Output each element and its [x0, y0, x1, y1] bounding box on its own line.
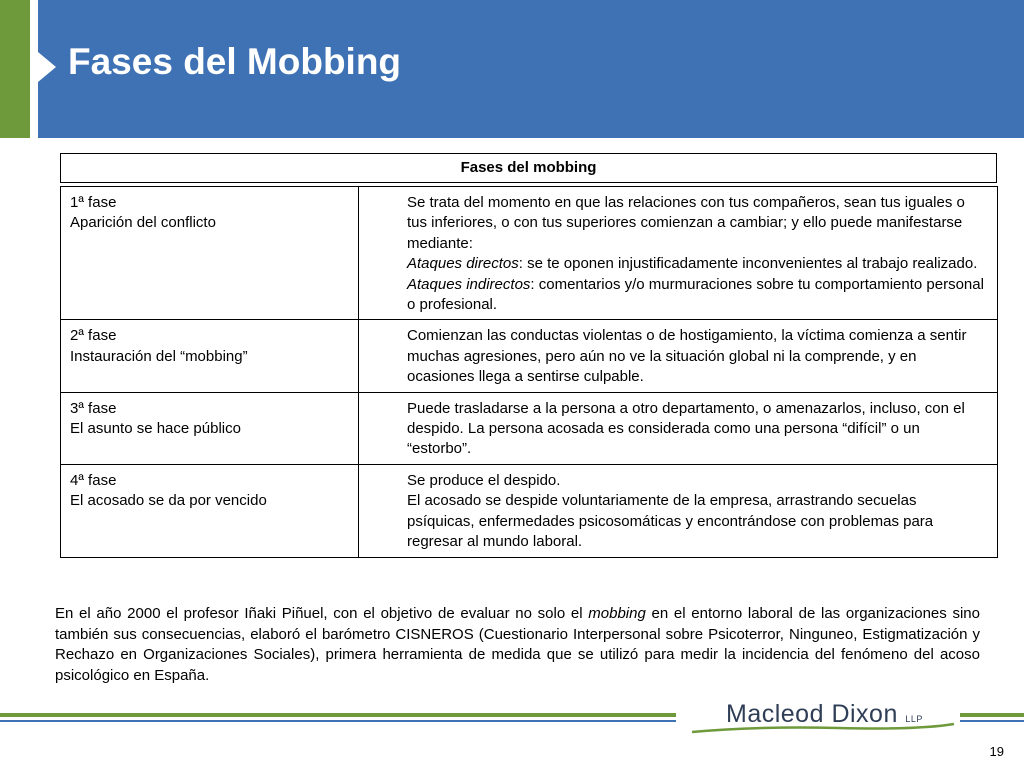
phase-name: El acosado se da por vencido: [70, 492, 267, 510]
note-emphasis: mobbing: [588, 605, 646, 622]
description-line: Se produce el despido.: [407, 471, 561, 489]
phase-number: 3ª fase: [70, 399, 117, 417]
description-cell: Puede trasladarse a la persona a otro departamento, o amenazarlos, incluso, con el despido. La persona acosada es considerada como una persona “difícil” o un “estorbo”.: [359, 392, 998, 464]
note-text-after: en el entorno laboral de las organizaciones sino también sus consecuencias, elaboró el barómetro CISNEROS (Cuestionario Interpersonal sobre Psicoterror, Ninguneo, Estigmatización y Rechazo en Organizaciones Sociales), primera herramienta de medida que se utilizó para medir la incidencia del fenómeno del acoso psicológico en España.: [55, 605, 980, 684]
header-green-bar: [0, 0, 30, 138]
table-row: [61, 464, 998, 557]
phase-name: Aparición del conflicto: [70, 214, 216, 232]
footer-rule-blue-right: [960, 720, 1024, 722]
footer-rule-blue: [0, 720, 676, 722]
phase-cell: [61, 187, 359, 320]
table-row: [61, 320, 998, 392]
logo-name: Macleod Dixon: [726, 700, 898, 728]
description-cell: [359, 464, 998, 557]
company-logo: [726, 700, 923, 729]
footnote-paragraph: [55, 604, 980, 686]
phase-cell: [61, 464, 359, 557]
description-line: El acosado se despide voluntariamente de la empresa, arrastrando secuelas psíquicas, enfermedades psicosomáticas y encontrándose con problemas para regresar al mundo laboral.: [407, 492, 934, 551]
phases-table: [60, 186, 998, 558]
phase-name: Instauración del “mobbing”: [70, 347, 248, 365]
footer-rule-green: [0, 713, 676, 717]
description-item: [407, 254, 987, 274]
term-indirect-attacks-text: : comentarios y/o murmuraciones sobre tu comportamiento personal o profesional.: [407, 275, 984, 314]
phase-name: El asunto se hace público: [70, 420, 241, 438]
page-number: 19: [989, 744, 1004, 759]
description-item: [407, 275, 987, 316]
phase-number: 1ª fase: [70, 194, 117, 211]
note-text-before: En el año 2000 el profesor Iñaki Piñuel, con el objetivo de evaluar no solo el: [55, 605, 589, 622]
description-cell: Comienzan las conductas violentas o de hostigamiento, la víctima comienza a sentir muchas agresiones, pero aún no ve la situación global ni la comprende, y en ocasiones llega a sentirse culpable.: [359, 320, 998, 392]
chevron-right-icon: [38, 52, 56, 82]
footer-rule-green-right: [960, 713, 1024, 717]
description-cell: [359, 187, 998, 320]
phase-cell: [61, 392, 359, 464]
logo-suffix: LLP: [905, 714, 923, 724]
term-direct-attacks: Ataques directos: [407, 255, 519, 273]
phase-number: 2ª fase: [70, 327, 117, 345]
term-indirect-attacks: Ataques indirectos: [407, 275, 531, 293]
slide-title: Fases del Mobbing: [68, 41, 402, 82]
term-direct-attacks-text: : se te oponen injustificadamente inconvenientes al trabajo realizado.: [518, 255, 978, 273]
description-intro: Se trata del momento en que las relaciones con tus compañeros, sean tus iguales o tus inferiores, o con tus superiores comienzan a cambiar; y ello puede manifestarse mediante:: [407, 194, 965, 252]
table-row: [61, 392, 998, 464]
table-row: [61, 187, 998, 320]
table-header: Fases del mobbing: [60, 153, 997, 183]
phase-cell: [61, 320, 359, 392]
phase-number: 4ª fase: [70, 471, 117, 489]
